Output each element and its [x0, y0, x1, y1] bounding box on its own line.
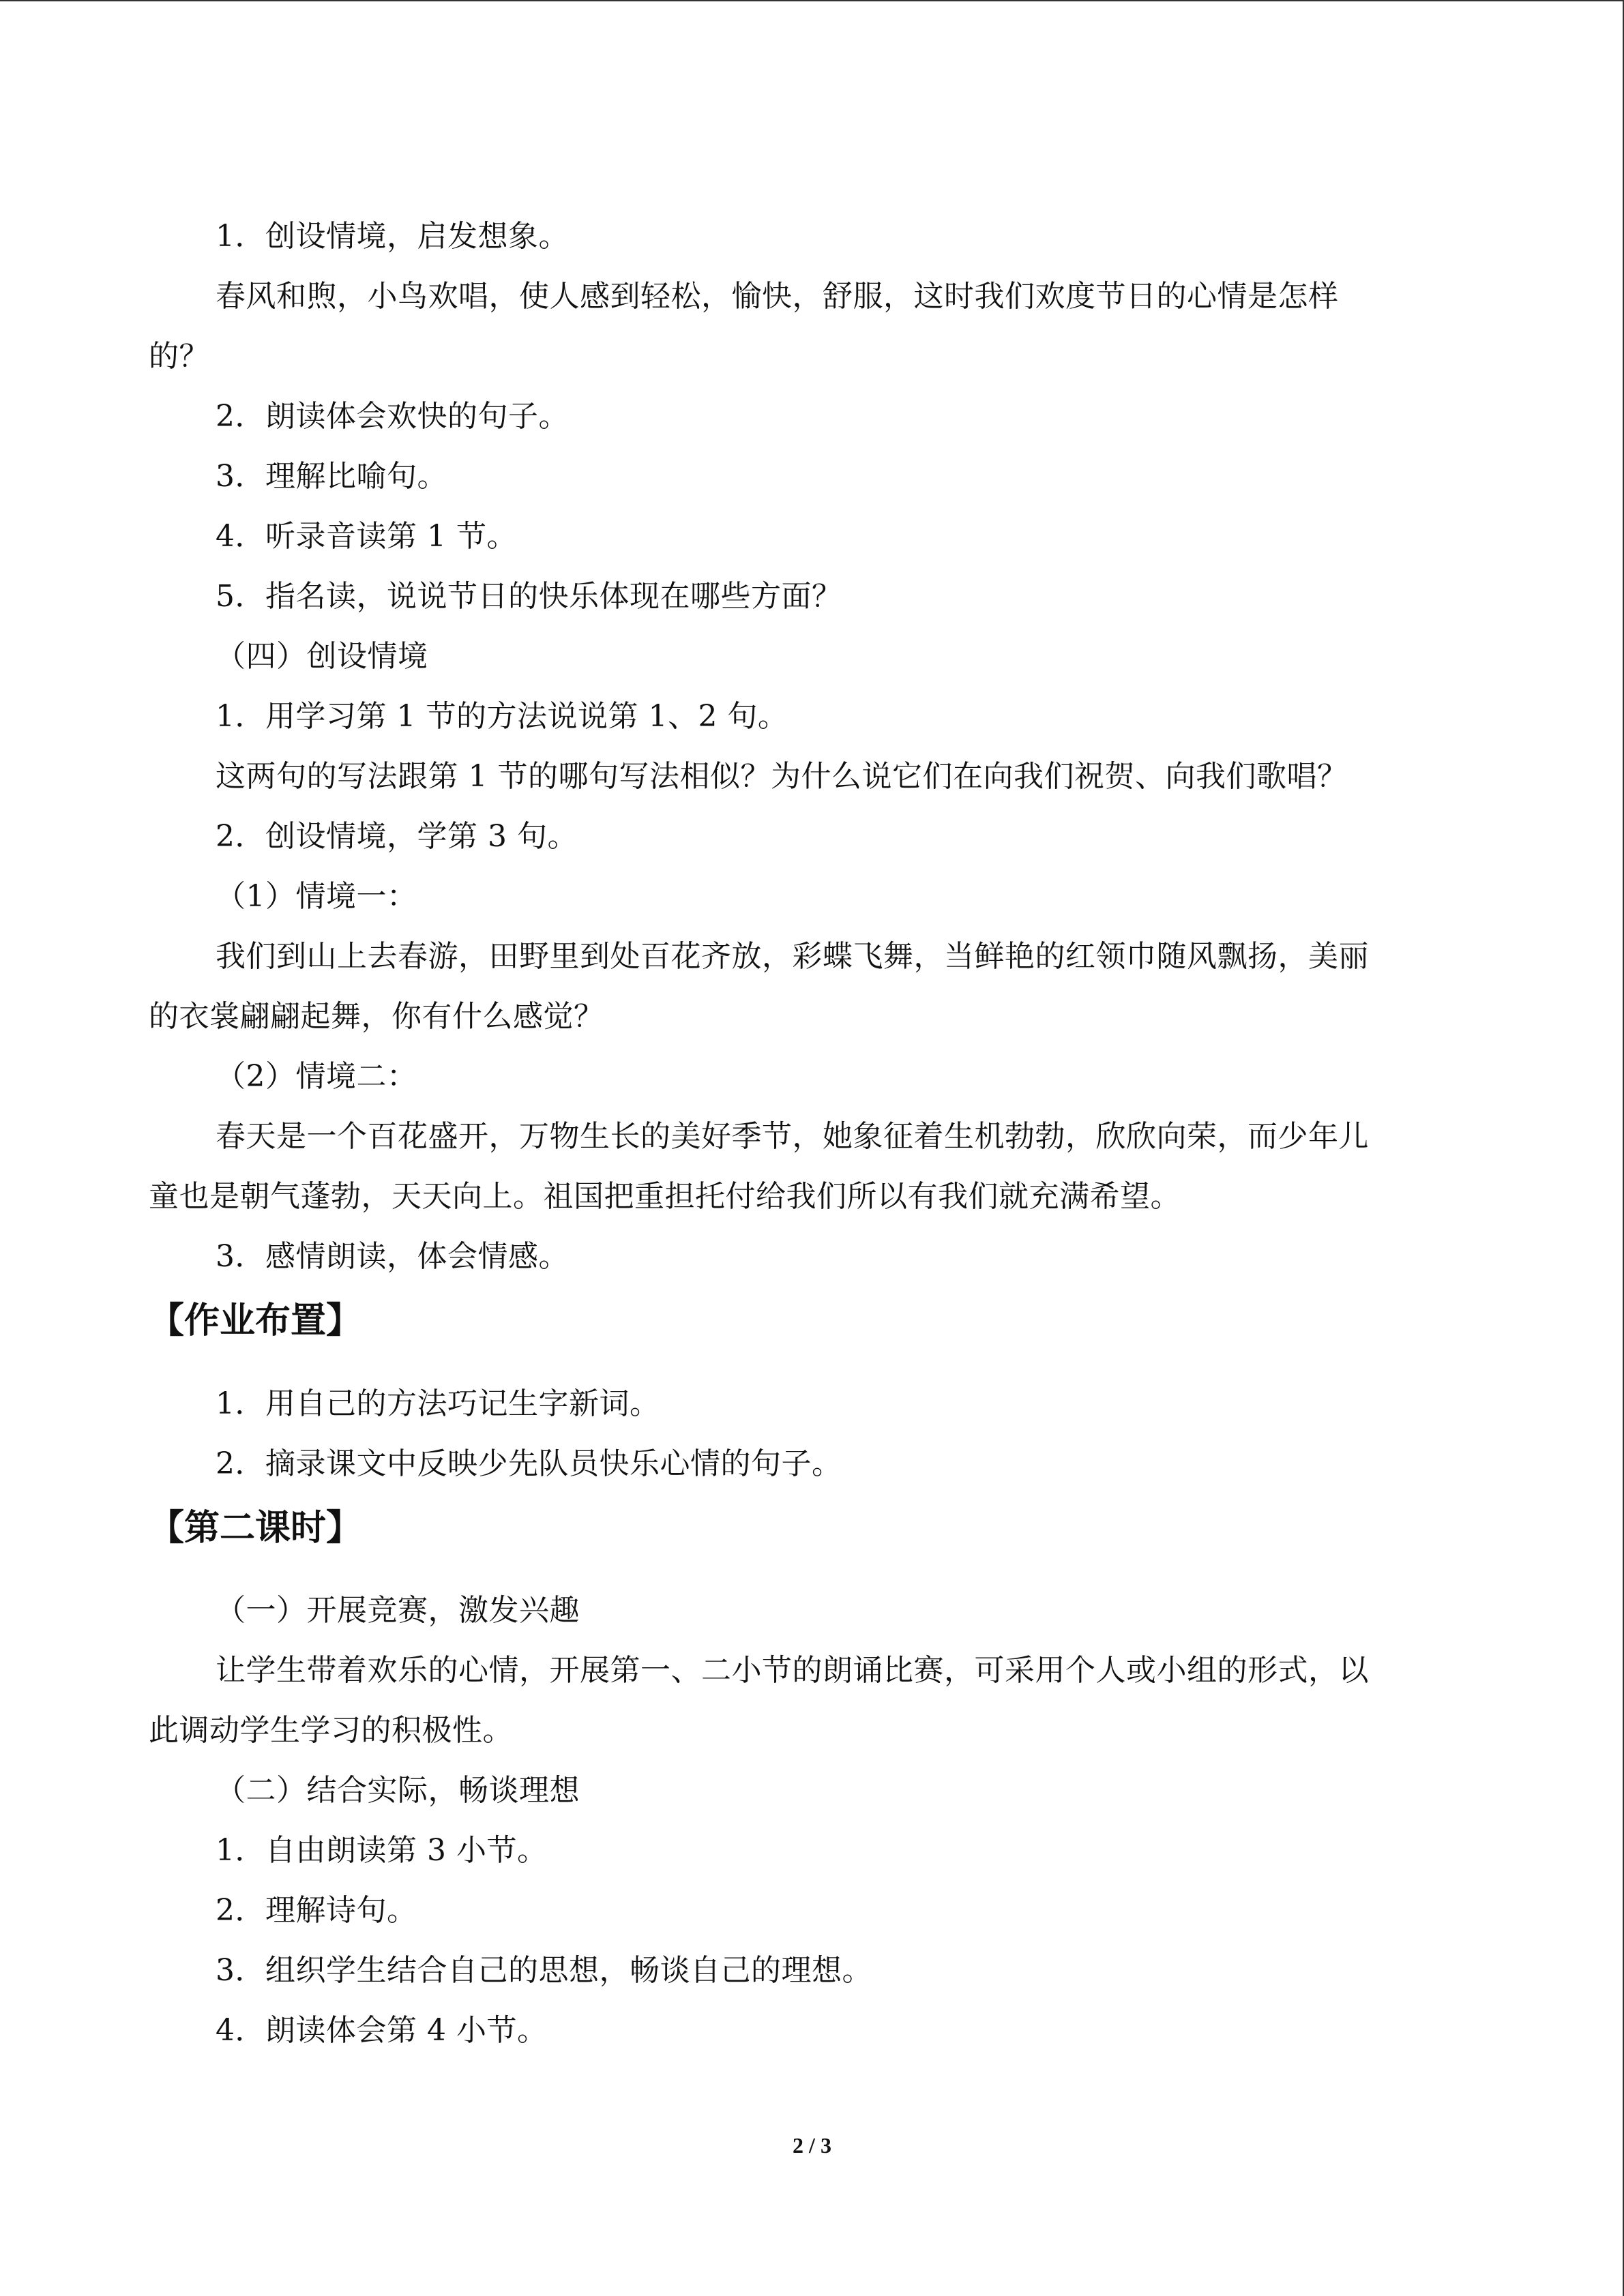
paragraph-line: （1）情境一： [216, 879, 417, 914]
paragraph-line: 让学生带着欢乐的心情，开展第一、二小节的朗诵比赛，可采用个人或小组的形式，以 [216, 1653, 1369, 1688]
paragraph-line: 我们到山上去春游，田野里到处百花齐放，彩蝶飞舞，当鲜艳的红领巾随风飘扬，美丽 [216, 939, 1369, 974]
section-subheading: （一）开展竞赛，激发兴趣 [216, 1593, 580, 1628]
paragraph-line: 此调动学生学习的积极性。 [149, 1713, 513, 1748]
paragraph-line: 1．自由朗读第 3 小节。 [216, 1833, 548, 1868]
page-number: 2 / 3 [793, 2133, 831, 2158]
paragraph-line: 童也是朝气蓬勃，天天向上。祖国把重担托付给我们所以有我们就充满希望。 [149, 1179, 1181, 1214]
paragraph-line: 5．指名读，说说节日的快乐体现在哪些方面？ [216, 579, 842, 614]
homework-heading: 【作业布置】 [149, 1300, 362, 1341]
paragraph-line: 2．创设情境，学第 3 句。 [216, 819, 578, 854]
section-subheading: （二）结合实际，畅谈理想 [216, 1773, 580, 1808]
paragraph-line: （2）情境二： [216, 1059, 417, 1094]
paragraph-line: 2．朗读体会欢快的句子。 [216, 399, 569, 434]
paragraph-line: 3．理解比喻句。 [216, 459, 447, 494]
paragraph-line: 1．用学习第 1 节的方法说说第 1、2 句。 [216, 699, 788, 734]
second-lesson-heading: 【第二课时】 [149, 1508, 362, 1549]
paragraph-line: 4．朗读体会第 4 小节。 [216, 2013, 548, 2048]
paragraph-line: 2．理解诗句。 [216, 1893, 417, 1928]
paragraph-line: 春风和煦，小鸟欢唱，使人感到轻松，愉快，舒服，这时我们欢度节日的心情是怎样 [216, 279, 1339, 314]
homework-item: 1．用自己的方法巧记生字新词。 [216, 1386, 660, 1421]
homework-item: 2．摘录课文中反映少先队员快乐心情的句子。 [216, 1446, 842, 1481]
paragraph-line: 的衣裳翩翩起舞，你有什么感觉？ [149, 999, 604, 1034]
paragraph-line: 4．听录音读第 1 节。 [216, 519, 517, 554]
paragraph-line: 的？ [149, 339, 209, 374]
paragraph-line: 这两句的写法跟第 1 节的哪句写法相似？为什么说它们在向我们祝贺、向我们歌唱？ [216, 759, 1348, 794]
paragraph-line: 1．创设情境，启发想象。 [216, 219, 569, 254]
paragraph-line: 3．感情朗读，体会情感。 [216, 1239, 569, 1274]
paragraph-line: 春天是一个百花盛开，万物生长的美好季节，她象征着生机勃勃，欣欣向荣，而少年儿 [216, 1119, 1369, 1154]
paragraph-line: 3．组织学生结合自己的思想，畅谈自己的理想。 [216, 1953, 872, 1988]
section-subheading: （四）创设情境 [216, 639, 428, 674]
